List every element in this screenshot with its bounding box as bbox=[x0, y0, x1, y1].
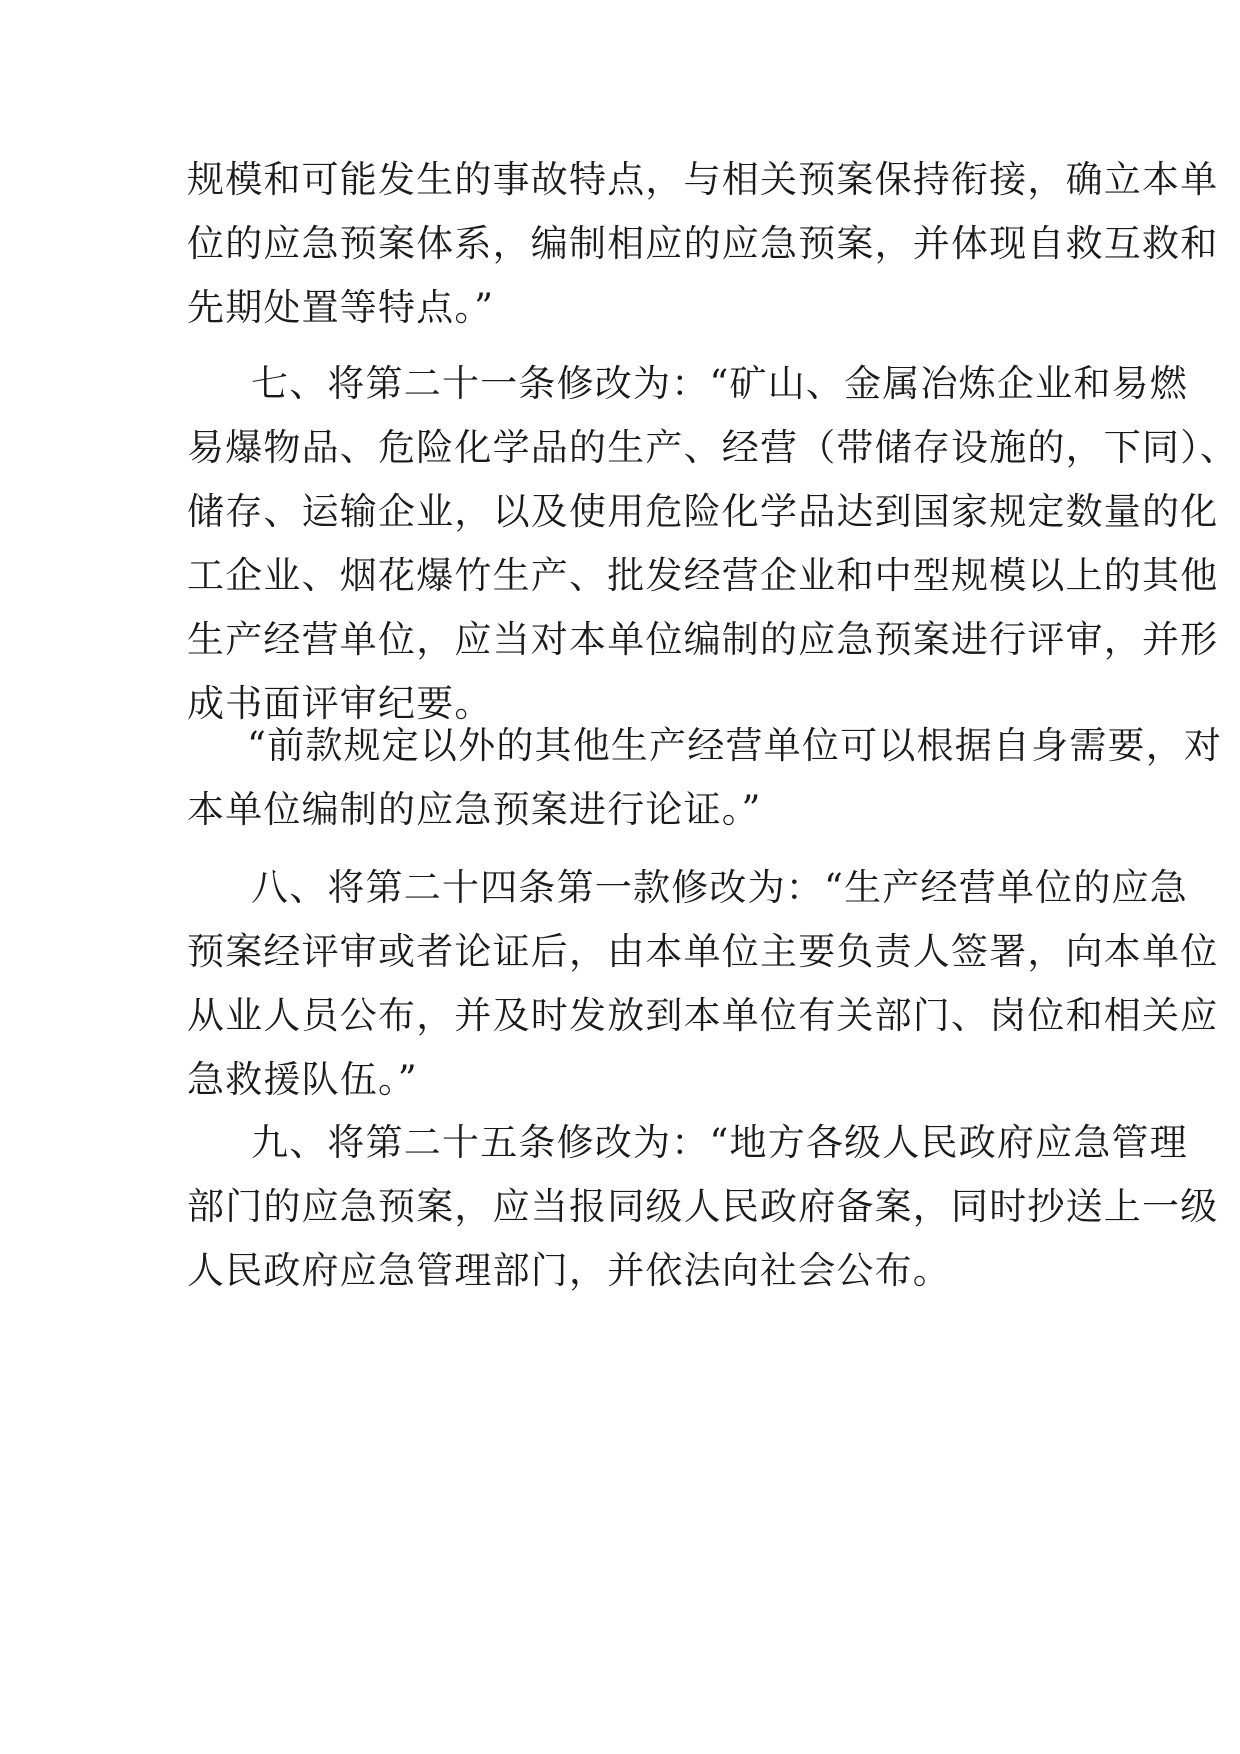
paragraph-line: 人民政府应急管理部门，并依法向社会公布。 bbox=[187, 1249, 951, 1292]
paragraph-line: 储存、运输企业，以及使用危险化学品达到国家规定数量的化 bbox=[187, 490, 1219, 533]
paragraph-article-9 bbox=[187, 1111, 1219, 1303]
paragraph-line: 先期处置等特点。” bbox=[187, 286, 495, 329]
paragraph-article-7 bbox=[187, 352, 1239, 736]
paragraph-line: 急救援队伍。” bbox=[187, 1058, 418, 1101]
paragraph-line: 成书面评审纪要。 bbox=[187, 682, 493, 725]
paragraph-continuation bbox=[187, 148, 1219, 340]
paragraph-line: 从业人员公布，并及时发放到本单位有关部门、岗位和相关应 bbox=[187, 994, 1219, 1037]
paragraph-line: 预案经评审或者论证后，由本单位主要负责人签署，向本单位 bbox=[187, 930, 1219, 973]
paragraph-line: 易爆物品、危险化学品的生产、经营（带储存设施的，下同）、 bbox=[187, 426, 1239, 469]
paragraph-line: 工企业、烟花爆竹生产、批发经营企业和中型规模以上的其他 bbox=[187, 554, 1219, 597]
paragraph-line: “前款规定以外的其他生产经营单位可以根据自身需要，对 bbox=[247, 724, 1223, 767]
paragraph-line: 部门的应急预案，应当报同级人民政府备案，同时抄送上一级 bbox=[187, 1185, 1219, 1228]
paragraph-line: 位的应急预案体系，编制相应的应急预案，并体现自救互救和 bbox=[187, 222, 1219, 265]
paragraph-article-7-second-clause bbox=[187, 714, 1223, 842]
paragraph-article-8 bbox=[187, 856, 1219, 1112]
paragraph-line: 规模和可能发生的事故特点，与相关预案保持衔接，确立本单 bbox=[187, 158, 1219, 201]
paragraph-line: 生产经营单位，应当对本单位编制的应急预案进行评审，并形 bbox=[187, 618, 1219, 661]
paragraph-line: 七、将第二十一条修改为：“矿山、金属冶炼企业和易燃 bbox=[251, 362, 1188, 405]
paragraph-line: 本单位编制的应急预案进行论证。” bbox=[187, 788, 762, 831]
paragraph-line: 九、将第二十五条修改为：“地方各级人民政府应急管理 bbox=[251, 1121, 1188, 1164]
paragraph-line: 八、将第二十四条第一款修改为：“生产经营单位的应急 bbox=[251, 866, 1188, 909]
